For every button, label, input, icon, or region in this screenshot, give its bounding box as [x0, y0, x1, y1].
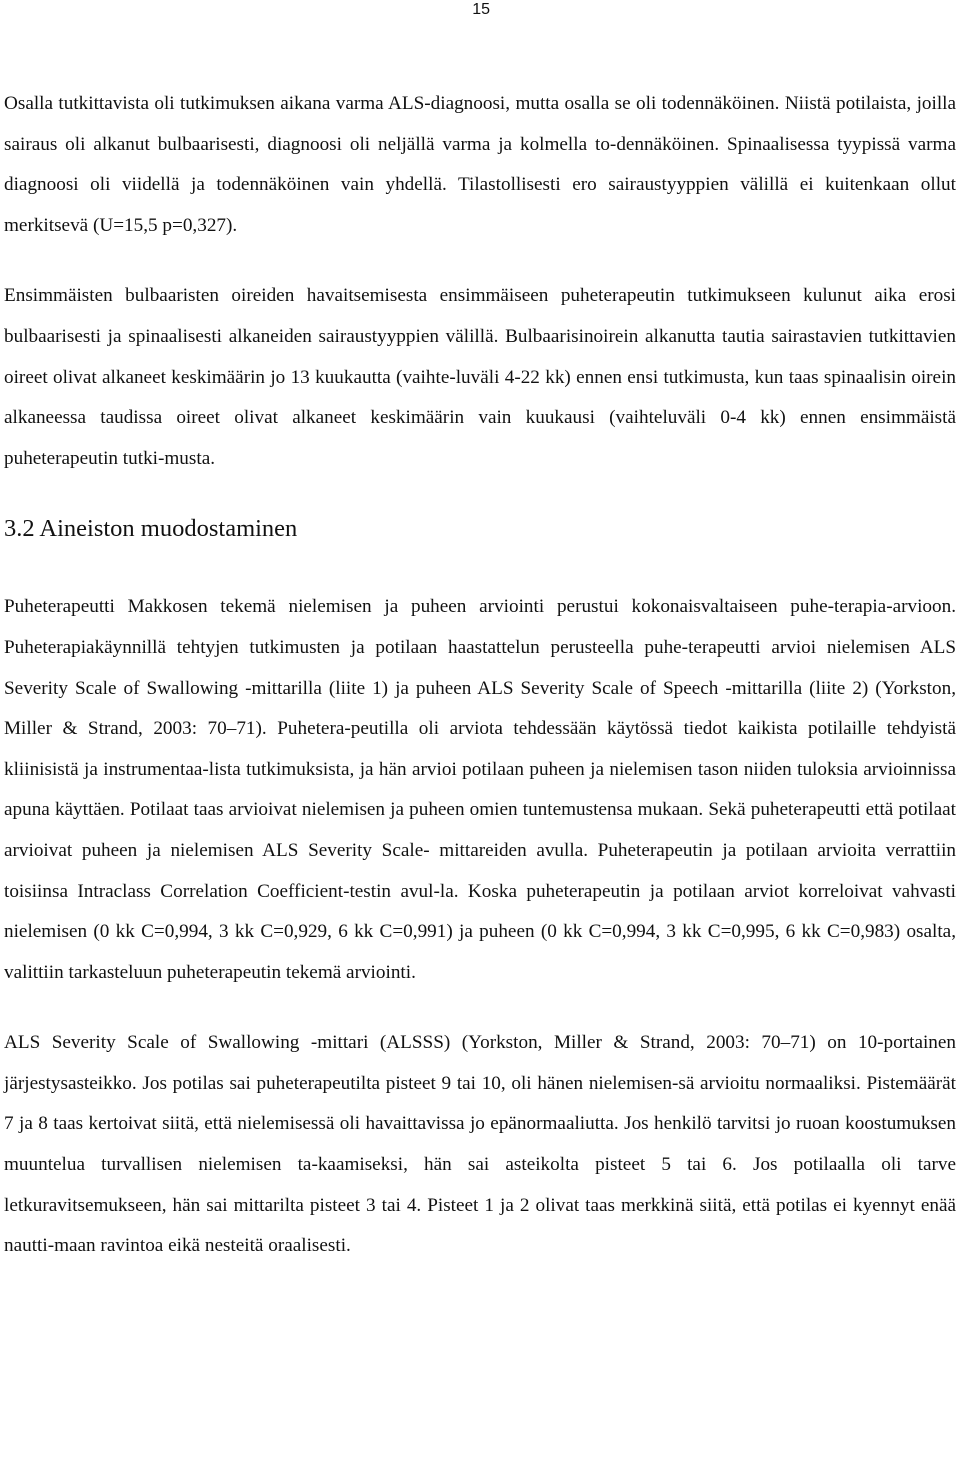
page-number: 15: [472, 1, 490, 18]
paragraph-diagnosis: Osalla tutkittavista oli tutkimuksen aikana varma ALS-diagnoosi, mutta osalla se oli todennäköinen. Niistä potilaista, joilla sairaus oli alkanut bulbaarisesti, diagnoosi oli neljällä varma ja kolmella to-dennäköinen. Spinaalisessa tyypissä varma diagnoosi oli viidellä ja todennäköinen vain yhdellä. Tilastollisesti ero sairaustyyppien välillä ei kuitenkaan ollut merkitsevä (U=15,5 p=0,327).: [4, 93, 956, 236]
paragraph-bulbar-onset: Ensimmäisten bulbaaristen oireiden havaitsemisesta ensimmäiseen puheterapeutin tutkimukseen kulunut aika erosi bulbaarisesti ja spinaalisesti alkaneiden sairaustyyppien välillä. Bulbaarisinoirein alkanutta tautia sairastavien tutkittavien oireet olivat alkaneet keskimäärin jo 13 kuukautta (vaihte-luväli 4-22 kk) ennen ensi tutkimusta, kun taas spinaalisin oirein alkaneessa taudissa oireet olivat alkaneet keskimäärin vain kuukausi (vaihteluväli 0-4 kk) ennen ensimmäistä puheterapeutin tutki-musta.: [4, 285, 956, 469]
section-heading: 3.2 Aineiston muodostaminen: [4, 515, 298, 543]
paragraph-alsss-scale: ALS Severity Scale of Swallowing -mittari (ALSSS) (Yorkston, Miller & Strand, 2003: 70–71) on 10-portainen järjestysasteikko. Jos potilas sai puheterapeutilta pisteet 9 tai 10, oli hänen nielemisen-sä arvioitu normaaliksi. Pistemäärät 7 ja 8 taas kertoivat siitä, että nielemisessä oli havaittavissa jo epänormaaliutta. Jos henkilö tarvitsi jo ruoan koostumuksen muuntelua turvallisen nielemisen ta-kaamiseksi, hän sai asteikolta pisteet 5 tai 6. Jos potilaalla oli tarve letkuravitsemukseen, hän sai mittarilta pisteet 3 tai 4. Pisteet 1 ja 2 olivat taas merkkinä siitä, että potilas ei kyennyt enää nautti-maan ravintoa eikä nesteitä oraalisesti.: [4, 1032, 956, 1257]
document-body: [4, 84, 956, 1267]
paragraph-assessment: Puheterapeutti Makkosen tekemä nielemisen ja puheen arviointi perustui kokonaisvaltaiseen puhe-terapia-arvioon. Puheterapiakäynnillä tehtyjen tutkimusten ja potilaan haastattelun perusteella puhe-terapeutti arvioi nielemisen ALS Severity Scale of Swallowing -mittarilla (liite 1) ja puheen ALS Severity Scale of Speech -mittarilla (liite 2) (Yorkston, Miller & Strand, 2003: 70–71). Puhetera-peutilla oli arviota tehdessään käytössä tiedot kaikista potilaille tehdyistä kliinisistä ja instrumentaa-lista tutkimuksista, ja hän arvioi potilaan puheen ja nielemisen tason niiden tuloksia arvioinnissa apuna käyttäen. Potilaat taas arvioivat nielemisen ja puheen omien tuntemustensa mukaan. Sekä puheterapeutti että potilaat arvioivat puheen ja nielemisen ALS Severity Scale- mittareiden avulla. Puheterapeutin ja potilaan arvioita verrattiin toisiinsa Intraclass Correlation Coefficient-testin avul-la. Koska puheterapeutin ja potilaan arviot korreloivat vahvasti nielemisen (0 kk C=0,994, 3 kk C=0,929, 6 kk C=0,991) ja puheen (0 kk C=0,994, 3 kk C=0,995, 6 kk C=0,983) osalta, valittiin tarkasteluun puheterapeutin tekemä arviointi.: [4, 596, 956, 983]
